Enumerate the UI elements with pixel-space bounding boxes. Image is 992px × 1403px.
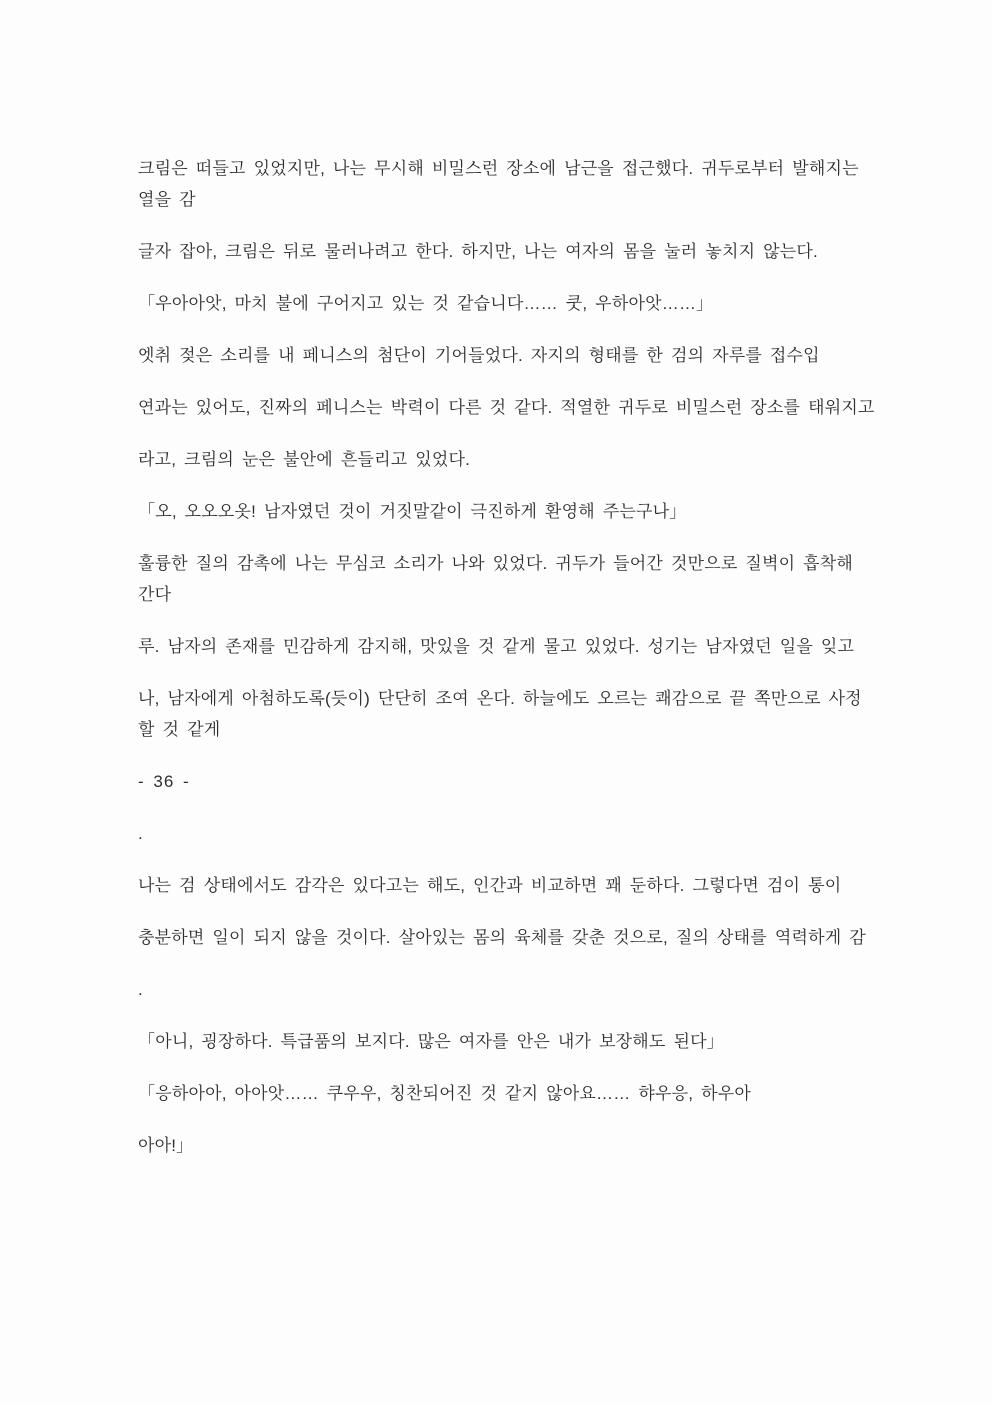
- quote-paragraph: 「오, 오오오옷! 남자였던 것이 거짓말같이 극진하게 환영해 주는구나」: [138, 502, 687, 521]
- page-number: - 36 -: [138, 772, 190, 791]
- paragraph: 나, 남자에게 아첨하도록(듯이) 단단히 조여 온다. 하늘에도 오르는 쾌감으로 끝 쪽만으로 사정할 것 같게: [138, 689, 862, 739]
- quote-paragraph: 「아니, 굉장하다. 특급품의 보지다. 많은 여자를 안은 내가 보장해도 된다」: [138, 1032, 724, 1051]
- quote-paragraph: 「응하아아, 아아앗…… 쿠우우, 칭찬되어진 것 같지 않아요…… 햐우응, 하우아: [138, 1084, 751, 1103]
- paragraph: 훌륭한 질의 감촉에 나는 무심코 소리가 나와 있었다. 귀두가 들어간 것만으로 질벽이 흡착해 간다: [138, 554, 854, 604]
- paragraph: 엣취 젖은 소리를 내 페니스의 첨단이 기어들었다. 자지의 형태를 한 검의 자루를 접수입: [138, 346, 820, 365]
- dot-separator: .: [138, 824, 143, 843]
- paragraph: 루. 남자의 존재를 민감하게 감지해, 맛있을 것 같게 물고 있었다. 성기는 남자였던 일을 잊고: [138, 637, 855, 656]
- paragraph: 크림은 떠들고 있었지만, 나는 무시해 비밀스런 장소에 남근을 접근했다. 귀두로부터 발해지는 열을 감: [138, 159, 859, 209]
- paragraph: 충분하면 일이 되지 않을 것이다. 살아있는 몸의 육체를 갖춘 것으로, 질의 상태를 역력하게 감: [138, 928, 866, 947]
- dot-separator: .: [138, 980, 143, 999]
- paragraph: 라고, 크림의 눈은 불안에 흔들리고 있었다.: [138, 450, 471, 469]
- paragraph: 연과는 있어도, 진짜의 페니스는 박력이 다른 것 같다. 적열한 귀두로 비밀스런 장소를 태워지고: [138, 398, 875, 417]
- quote-paragraph: 「우아아앗, 마치 불에 구어지고 있는 것 같습니다…… 쿳, 우하아앗……」: [138, 294, 714, 313]
- paragraph: 나는 검 상태에서도 감각은 있다고는 해도, 인간과 비교하면 꽤 둔하다. 그렇다면 검이 통이: [138, 876, 842, 895]
- paragraph: 글자 잡아, 크림은 뒤로 물러나려고 한다. 하지만, 나는 여자의 몸을 눌러 놓치지 않는다.: [138, 242, 818, 261]
- quote-paragraph: 아아!」: [138, 1136, 194, 1155]
